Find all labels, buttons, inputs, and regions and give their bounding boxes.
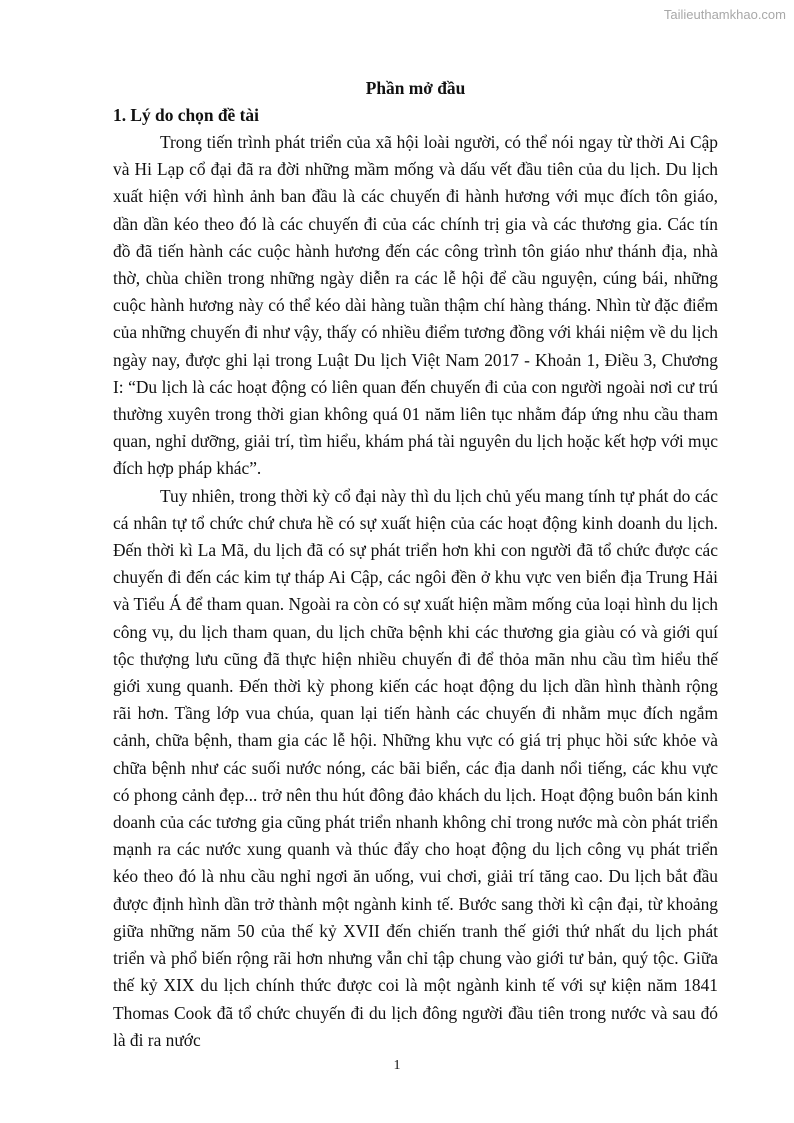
document-title: Phần mở đầu [365, 78, 466, 98]
watermark: Tailieuthamkhao.com [663, 7, 786, 22]
document-page [113, 74, 718, 1054]
section-heading: 1. Lý do chọn đề tài [113, 105, 259, 125]
paragraph-2: Tuy nhiên, trong thời kỳ cổ đại này thì du lịch chủ yếu mang tính tự phát do các cá nhân tự tổ chức chứ chưa hề có sự xuất hiện của các hoạt động kinh doanh du lịch. Đến thời kì La Mã, du lịch đã có sự phát triển hơn khi con người đã tổ chức được các chuyến đi đến các kim tự tháp Ai Cập, các ngôi đền ở khu vực ven biển địa Trung Hải và Tiểu Á để tham quan. Ngoài ra còn có sự xuất hiện mầm mống của loại hình du lịch công vụ, du lịch tham quan, du lịch chữa bệnh khi các thương gia giàu có và giới quí tộc thượng lưu cũng đã thực hiện nhiều chuyến đi để thỏa mãn nhu cầu tìm hiểu thế giới xung quanh. Đến thời kỳ phong kiến các hoạt động du lịch dần hình thành rộng rãi hơn. Tầng lớp vua chúa, quan lại tiến hành các chuyến đi nhằm mục đích ngắm cảnh, chữa bệnh, tham gia các lễ hội. Những khu vực có giá trị phục hồi sức khỏe và chữa bệnh như các suối nước nóng, các bãi biển, các địa danh nổi tiếng, các khu vực có phong cảnh đẹp... trở nên thu hút đông đảo khách du lịch. Hoạt động buôn bán kinh doanh của các tương gia cũng phát triển nhanh không chỉ trong nước mà còn phát triển mạnh ra các nước xung quanh và thúc đẩy cho hoạt động du lịch công vụ phát triển kéo theo đó là nhu cầu nghỉ ngơi ăn uống, vui chơi, giải trí tăng cao. Du lịch bắt đầu được định hình dần trở thành một ngành kinh tế. Bước sang thời kì cận đại, từ khoảng giữa những năm 50 của thế kỷ XVII đến chiến tranh thế giới thứ nhất du lịch phát triển và phổ biến rộng rãi hơn nhưng vẫn chỉ tập chung vào giới tư bản, quý tộc. Giữa thế kỷ XIX du lịch chính thức được coi là một ngành kinh tế với sự kiện năm 1841 Thomas Cook đã tổ chức chuyến đi du lịch đông người đầu tiên trong nước và sau đó là đi ra nước [113, 485, 718, 1050]
paragraph-1: Trong tiến trình phát triển của xã hội loài người, có thể nói ngay từ thời Ai Cập và Hi Lạp cổ đại đã ra đời những mầm mống và dấu vết đầu tiên của du lịch. Du lịch xuất hiện với hình ảnh ban đầu là các chuyến đi hành hương với mục đích tôn giáo, dần dần kéo theo đó là các chuyến đi của các chính trị gia và các thương gia. Các tín đồ đã tiến hành các cuộc hành hương đến các công trình tôn giáo như thánh địa, nhà thờ, chùa chiền trong những ngày diễn ra các lễ hội để cầu nguyện, cúng bái, những cuộc hành hương này có thể kéo dài hàng tuần thậm chí hàng tháng. Nhìn từ đặc điểm của những chuyến đi như vậy, thấy có nhiều điểm tương đồng với khái niệm về du lịch ngày nay, được ghi lại trong Luật Du lịch Việt Nam 2017 - Khoản 1, Điều 3, Chương I: “Du lịch là các hoạt động có liên quan đến chuyến đi của con người ngoài nơi cư trú thường xuyên trong thời gian không quá 01 năm liên tục nhằm đáp ứng nhu cầu tham quan, nghỉ dưỡng, giải trí, tìm hiểu, khám phá tài nguyên du lịch hoặc kết hợp với mục đích hợp pháp khác”. [113, 132, 718, 479]
page-number: 1 [393, 1058, 401, 1073]
